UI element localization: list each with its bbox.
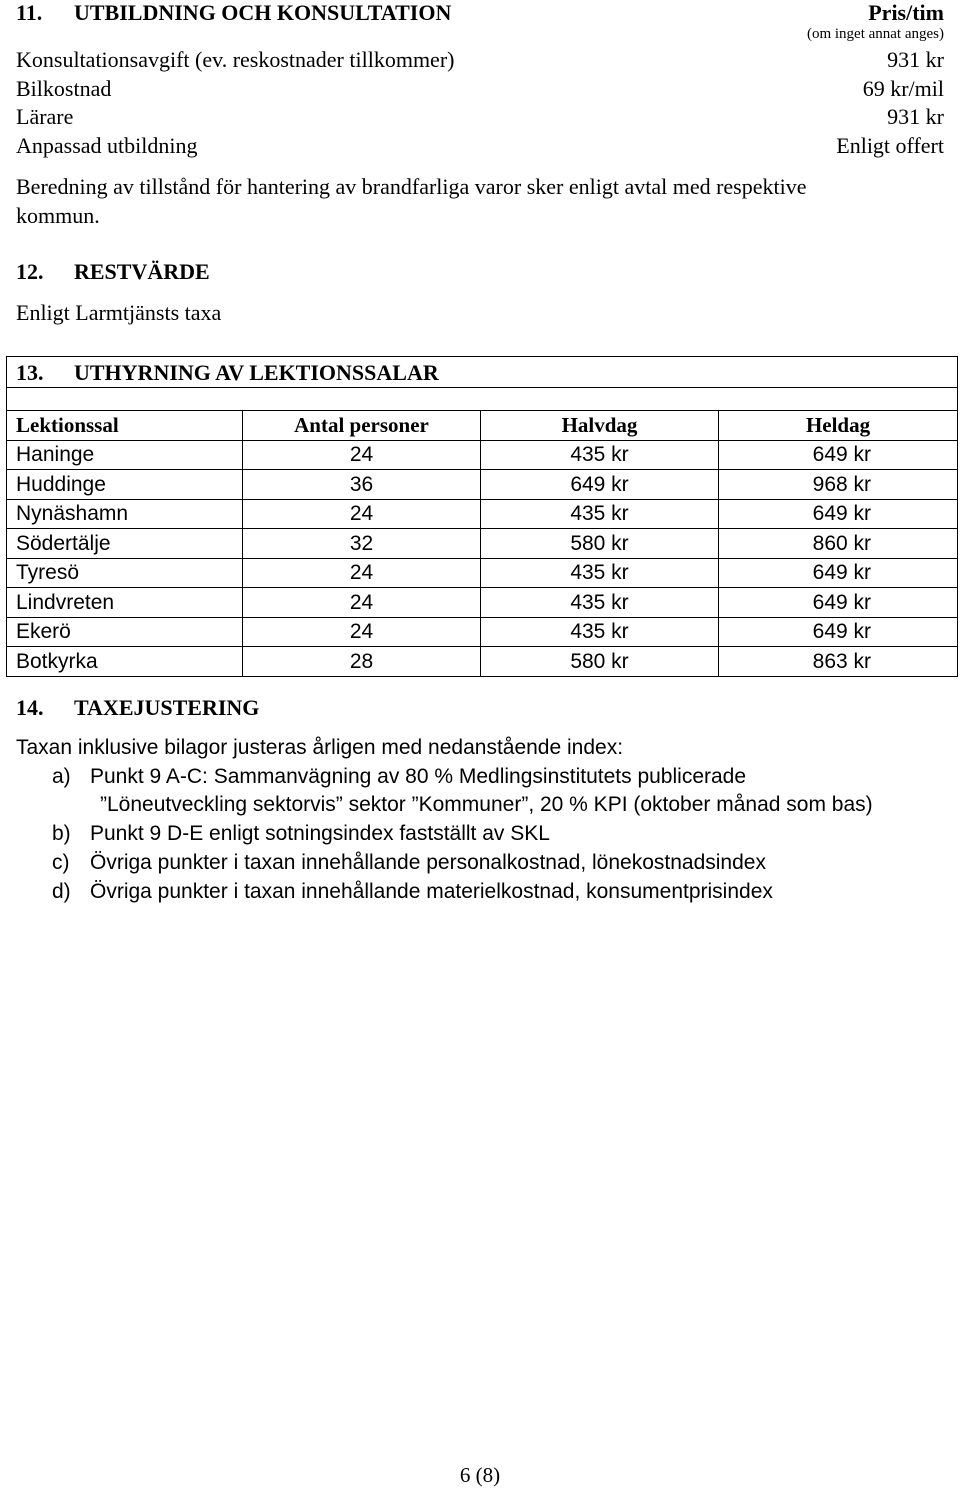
table-row [7,647,958,677]
section-12-heading [16,259,210,285]
section-title: RESTVÄRDE [74,259,210,284]
section-11-heading [16,0,451,26]
header-cell: Heldag [719,411,958,441]
fullday-cell: 649 kr [719,499,958,529]
persons-cell: 24 [243,499,481,529]
section-number: 14. [16,695,44,720]
room-cell: Södertälje [7,529,243,559]
halfday-cell: 435 kr [481,440,719,470]
table-row [7,588,958,618]
fee-row-label: Lärare [16,104,74,129]
table-spacer-row [7,388,958,411]
section-title: UTBILDNING OCH KONSULTATION [74,0,452,25]
room-cell: Haninge [7,440,243,470]
section-12-text: Enligt Larmtjänsts taxa [16,300,222,325]
header-cell: Halvdag [481,411,719,441]
section-title: UTHYRNING AV LEKTIONSSALAR [74,359,439,385]
section-14-heading [16,695,259,721]
index-item [52,765,746,789]
section-13-heading [7,357,958,388]
halfday-cell: 435 kr [481,499,719,529]
halfday-cell: 435 kr [481,588,719,618]
fee-row-label: Konsultationsavgift (ev. reskostnader tillkommer) [16,47,455,72]
price-note: (om inget annat anges) [806,26,944,42]
room-cell: Lindvreten [7,588,243,618]
room-cell: Nynäshamn [7,499,243,529]
table-row [7,440,958,470]
fee-row-label: Bilkostnad [16,76,112,101]
index-item [52,822,550,846]
section-number: 11. [16,0,43,25]
table-row [7,617,958,647]
fullday-cell: 860 kr [719,529,958,559]
item-label: d) [52,880,71,903]
persons-cell: 32 [243,529,481,559]
item-text: Övriga punkter i taxan innehållande personalkostnad, lönekostnadsindex [90,851,766,874]
fullday-cell: 649 kr [719,588,958,618]
section-14-intro: Taxan inklusive bilagor justeras årligen med nedanstående index: [16,736,624,759]
header-cell: Antal personer [243,411,481,441]
halfday-cell: 435 kr [481,617,719,647]
fee-row-value: Enligt offert [836,133,944,158]
spacer-cell [7,388,958,411]
persons-cell: 24 [243,558,481,588]
section-number: 13. [16,359,44,385]
persons-cell: 28 [243,647,481,677]
table-row [7,529,958,559]
index-item [52,880,773,904]
fee-row-value: 931 kr [887,104,944,129]
halfday-cell: 649 kr [481,470,719,500]
header-cell: Lektionssal [7,411,243,441]
fullday-cell: 649 kr [719,558,958,588]
halfday-cell: 580 kr [481,529,719,559]
persons-cell: 36 [243,470,481,500]
halfday-cell: 435 kr [481,558,719,588]
fullday-cell: 649 kr [719,440,958,470]
price-header: Pris/tim [868,0,944,25]
index-item-continuation: ”Löneutveckling sektorvis” sektor ”Kommuner”, 20 % KPI (oktober månad som bas) [100,793,873,816]
fullday-cell: 649 kr [719,617,958,647]
table-row [7,470,958,500]
persons-cell: 24 [243,588,481,618]
room-cell: Huddinge [7,470,243,500]
lecture-room-table [6,356,958,677]
page-number: 6 (8) [459,1463,501,1487]
section-11-note-line2: kommun. [16,203,100,228]
item-label: a) [52,765,71,788]
table-row [7,499,958,529]
table-title-row [7,357,958,388]
fullday-cell: 863 kr [719,647,958,677]
table-row [7,558,958,588]
item-label: b) [52,822,71,845]
persons-cell: 24 [243,440,481,470]
fee-row-value: 69 kr/mil [862,76,944,101]
item-text: Punkt 9 A-C: Sammanvägning av 80 % Medlingsinstitutets publicerade [90,765,747,788]
index-item [52,851,766,875]
fullday-cell: 968 kr [719,470,958,500]
item-label: c) [52,851,70,874]
item-text: Övriga punkter i taxan innehållande materielkostnad, konsumentprisindex [90,880,773,903]
item-text: Punkt 9 D-E enligt sotningsindex fastställt av SKL [90,822,550,845]
table-header-row [7,411,958,441]
section-title: TAXEJUSTERING [74,695,260,720]
room-cell: Tyresö [7,558,243,588]
section-11-note-line1: Beredning av tillstånd för hantering av brandfarliga varor sker enligt avtal med respektive [16,174,807,199]
room-cell: Ekerö [7,617,243,647]
persons-cell: 24 [243,617,481,647]
room-cell: Botkyrka [7,647,243,677]
section-number: 12. [16,259,44,284]
halfday-cell: 580 kr [481,647,719,677]
fee-row-value: 931 kr [887,47,944,72]
fee-row-label: Anpassad utbildning [16,133,198,158]
